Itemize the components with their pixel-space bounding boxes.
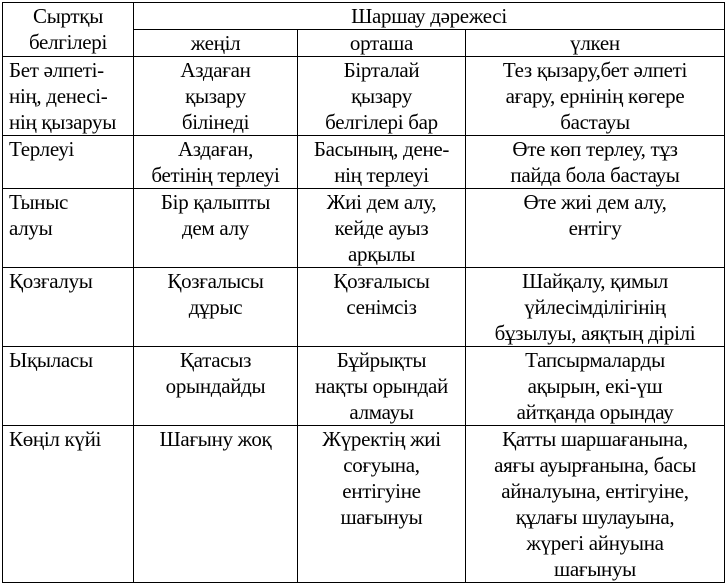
cell-text: Басының, дене-: [313, 137, 450, 161]
cell-text: сенімсіз: [346, 295, 417, 319]
header-external-signs: [3, 3, 134, 57]
cell-text: Қатасыз: [179, 348, 252, 372]
cell-text: белгілері бар: [325, 110, 438, 134]
table-row: [3, 136, 725, 189]
cell-text: қызару: [185, 84, 246, 108]
cell-text: Көңіл күйі: [9, 427, 102, 451]
cell-text: Қозғалуы: [9, 269, 93, 293]
cell-text: орындайды: [165, 374, 266, 398]
cell-text: арқылы: [348, 242, 415, 266]
cell-high: [466, 347, 725, 426]
cell-text: Тыныс: [9, 190, 69, 214]
cell-high: [466, 136, 725, 189]
cell-text: үйлесімділігінің: [524, 295, 666, 319]
cell-text: ағару, ернінің көгере: [505, 84, 685, 108]
cell-medium: [298, 57, 466, 136]
cell-text: бетінің терлеуі: [151, 163, 280, 187]
table-row: [3, 268, 725, 347]
cell-light: [134, 347, 298, 426]
cell-text: жүрегі айнуына: [526, 531, 664, 555]
cell-light: [134, 189, 298, 268]
cell-light: [134, 268, 298, 347]
cell-text: Аздаған,: [177, 137, 254, 161]
cell-sign: [3, 426, 134, 583]
cell-text: айтқанда орындау: [516, 400, 674, 424]
cell-text: Шағыну жоқ: [159, 427, 272, 451]
cell-text: Қатты шаршағанына,: [502, 427, 688, 451]
cell-medium: [298, 347, 466, 426]
cell-sign: [3, 189, 134, 268]
fatigue-level-table: [2, 2, 725, 583]
cell-text: Бір қалыпты: [160, 190, 271, 214]
cell-medium: [298, 189, 466, 268]
cell-text: Қозғалысы: [167, 269, 264, 293]
header-row-1: [3, 3, 725, 30]
cell-text: Терлеуі: [9, 137, 75, 161]
cell-high: [466, 57, 725, 136]
cell-text: білінеді: [181, 110, 250, 134]
cell-text: Тез қызару,бет әлпеті: [502, 58, 688, 82]
cell-text: алуы: [9, 216, 53, 240]
cell-text: нің терлеуі: [334, 163, 429, 187]
table-row: [3, 189, 725, 268]
cell-text: бұзылуы, аяқтың дірілі: [494, 321, 696, 345]
cell-text: нің қызаруы: [9, 110, 117, 134]
cell-text: аяғы ауырғанына, басы: [494, 453, 696, 477]
cell-text: шағынуы: [554, 557, 636, 581]
cell-high: [466, 426, 725, 583]
table-row: [3, 426, 725, 583]
cell-sign: [3, 347, 134, 426]
cell-text: кейде ауыз: [334, 216, 429, 240]
cell-medium: [298, 268, 466, 347]
header-text: Сыртқы: [32, 4, 104, 28]
cell-text: қызару: [351, 84, 412, 108]
cell-text: Өте жиі дем алу,: [523, 190, 667, 214]
cell-text: дем алу: [182, 216, 249, 240]
cell-light: [134, 136, 298, 189]
header-level-high: үлкен: [466, 30, 725, 57]
cell-high: [466, 189, 725, 268]
cell-medium: [298, 136, 466, 189]
cell-text: ентігу: [568, 216, 622, 240]
cell-sign: [3, 268, 134, 347]
cell-text: алмауы: [349, 400, 414, 424]
cell-text: Тапсырмаларды: [525, 348, 665, 372]
cell-light: [134, 57, 298, 136]
cell-text: Қозғалысы: [333, 269, 430, 293]
cell-text: Ықыласы: [9, 348, 93, 372]
cell-text: Бұйрықты: [336, 348, 427, 372]
cell-sign: [3, 57, 134, 136]
cell-text: Аздаған: [180, 58, 251, 82]
cell-text: Жүректің жиі: [322, 427, 441, 451]
cell-high: [466, 268, 725, 347]
cell-text: соғуына,: [343, 453, 420, 477]
header-level-light: жеңіл: [134, 30, 298, 57]
cell-medium: [298, 426, 466, 583]
cell-text: Жиі дем алу,: [326, 190, 437, 214]
table-row: [3, 347, 725, 426]
header-text: белгілері: [28, 30, 108, 54]
cell-text: шағынуы: [340, 505, 423, 529]
cell-text: нің, денесі-: [9, 84, 108, 108]
header-level-medium: орташа: [298, 30, 466, 57]
cell-text: айналуына, ентігуіне,: [501, 479, 689, 503]
cell-text: пайда бола бастауы: [510, 163, 680, 187]
table-body: [3, 57, 725, 583]
table-row: [3, 57, 725, 136]
cell-light: [134, 426, 298, 583]
cell-text: ақырын, екі-үш: [527, 374, 663, 398]
cell-text: Бірталай: [343, 58, 420, 82]
header-fatigue-degree: Шаршау дәрежесі: [134, 3, 725, 30]
cell-sign: [3, 136, 134, 189]
cell-text: ентігуіне: [342, 479, 421, 503]
cell-text: Өте көп терлеу, тұз: [512, 137, 678, 161]
cell-text: құлағы шулауына,: [515, 505, 675, 529]
cell-text: Бет әлпеті-: [9, 58, 104, 82]
cell-text: Шайқалу, қимыл: [522, 269, 668, 293]
cell-text: бастауы: [560, 110, 630, 134]
cell-text: нақты орындай: [315, 374, 448, 398]
cell-text: дұрыс: [188, 295, 243, 319]
